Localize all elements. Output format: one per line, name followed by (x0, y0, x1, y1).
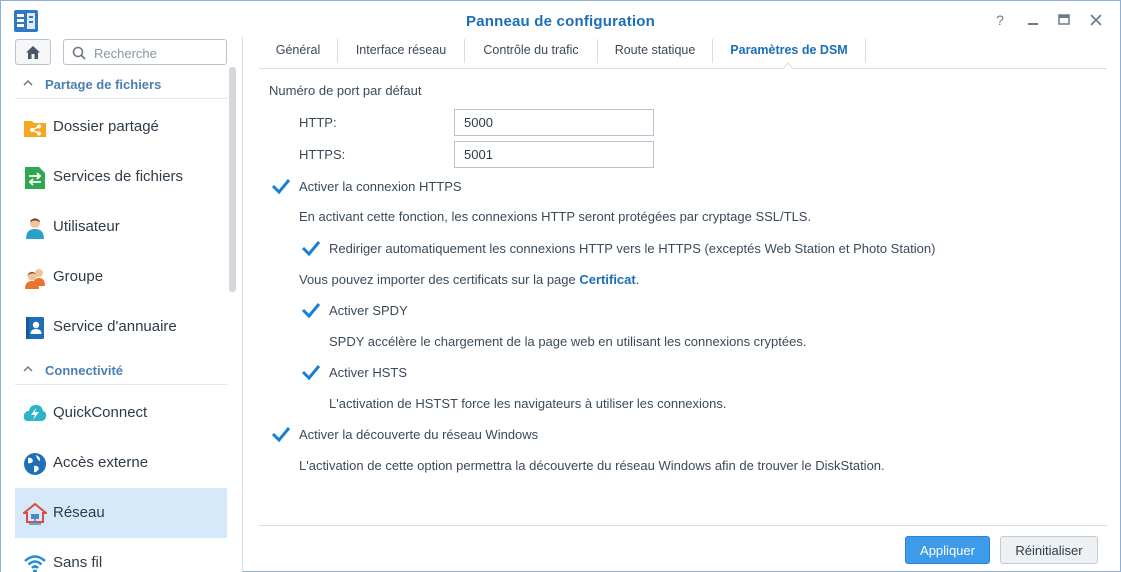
search-box[interactable] (63, 39, 227, 65)
search-icon (72, 46, 86, 60)
sidebar-item-label: Réseau (53, 504, 105, 521)
file-services-icon (23, 166, 47, 190)
sidebar-item-quickconnect[interactable] (15, 388, 227, 438)
tab-separator (865, 39, 866, 63)
http-port-input[interactable] (454, 109, 654, 136)
certificate-note-text: Vous pouvez importer des certificats sur la page (299, 272, 580, 287)
spdy-description: SPDY accélère le chargement de la page web en utilisant les connexions cryptées. (329, 334, 807, 349)
enable-https-label[interactable]: Activer la connexion HTTPS (299, 179, 462, 194)
windows-discovery-description: L'activation de cette option permettra la découverte du réseau Windows afin de trouver le DiskStation. (299, 458, 885, 473)
sidebar-scrollbar[interactable] (229, 67, 236, 292)
hsts-label[interactable]: Activer HSTS (329, 365, 408, 380)
sidebar-item-label: Services de fichiers (53, 168, 184, 185)
redirect-https-label[interactable]: Rediriger automatiquement les connexions HTTP vers le HTTPS (exceptés Web Station et Photo Station) (329, 241, 936, 256)
sidebar-item-wireless[interactable] (15, 538, 227, 572)
tab-network-interface[interactable]: Interface réseau (355, 43, 447, 57)
window-title: Panneau de configuration (466, 13, 655, 30)
sidebar-item-label: Groupe (53, 268, 104, 285)
sidebar-item-label: QuickConnect (53, 404, 148, 421)
tab-dsm-settings[interactable]: Paramètres de DSM (730, 43, 848, 57)
http-label: HTTP: (299, 115, 337, 130)
sidebar-item-network[interactable] (15, 488, 227, 538)
search-input[interactable] (94, 44, 222, 62)
spdy-label[interactable]: Activer SPDY (329, 303, 408, 318)
sidebar-item-group[interactable] (15, 252, 227, 302)
dsm-settings-panel (259, 69, 1107, 525)
wireless-icon (23, 552, 47, 572)
section-label: Connectivité (45, 363, 124, 378)
https-description: En activant cette fonction, les connexions HTTP seront protégées par cryptage SSL/TLS. (299, 209, 812, 224)
tab-general[interactable]: Général (275, 43, 321, 57)
section-label: Partage de fichiers (45, 77, 162, 92)
spdy-checkbox[interactable] (301, 301, 321, 319)
active-tab-indicator (783, 59, 793, 69)
sidebar-item-shared-folder[interactable] (15, 102, 227, 152)
windows-discovery-label[interactable]: Activer la découverte du réseau Windows (299, 427, 539, 442)
certificate-note-period: . (635, 272, 640, 287)
sidebar-item-directory-service[interactable] (15, 302, 227, 352)
sidebar-item-label: Sans fil (53, 554, 103, 571)
home-button[interactable] (15, 39, 51, 65)
enable-https-checkbox[interactable] (271, 177, 291, 195)
footer-divider (259, 525, 1107, 526)
https-label: HTTPS: (299, 147, 346, 162)
network-icon (23, 502, 47, 526)
hsts-description: L'activation de HSTST force les navigateurs à utiliser les connexions. (329, 396, 727, 411)
sidebar-item-user[interactable] (15, 202, 227, 252)
sidebar-item-label: Service d'annuaire (53, 318, 177, 335)
chevron-up-icon (23, 364, 33, 374)
tab-static-route[interactable]: Route statique (614, 43, 696, 57)
sidebar-item-label: Accès externe (53, 454, 149, 471)
help-icon[interactable]: ? (996, 12, 1004, 28)
sidebar-item-file-services[interactable] (15, 152, 227, 202)
hsts-checkbox[interactable] (301, 363, 321, 381)
tab-bar (259, 37, 1107, 69)
close-icon[interactable] (1088, 12, 1104, 28)
shared-folder-icon (23, 116, 47, 140)
redirect-https-checkbox[interactable] (301, 239, 321, 257)
external-access-icon (23, 452, 47, 476)
directory-service-icon (23, 316, 47, 340)
port-heading: Numéro de port par défaut (269, 83, 422, 98)
quickconnect-icon (23, 402, 47, 426)
apply-button[interactable]: Appliquer (905, 536, 990, 564)
certificate-note (299, 272, 639, 287)
user-icon (23, 216, 47, 240)
chevron-up-icon (23, 78, 33, 88)
section-header-file-sharing[interactable] (15, 69, 227, 99)
sidebar (1, 37, 243, 572)
section-header-connectivity[interactable] (15, 355, 227, 385)
sidebar-item-external-access[interactable] (15, 438, 227, 488)
minimize-icon[interactable] (1025, 12, 1041, 28)
certificate-link[interactable]: Certificat (579, 272, 636, 287)
windows-discovery-checkbox[interactable] (271, 425, 291, 443)
sidebar-item-label: Utilisateur (53, 218, 120, 235)
sidebar-item-label: Dossier partagé (53, 118, 159, 135)
title-bar[interactable] (1, 1, 1120, 37)
tab-traffic-control[interactable]: Contrôle du trafic (483, 43, 579, 57)
maximize-icon[interactable] (1056, 12, 1072, 28)
group-icon (23, 266, 47, 290)
https-port-input[interactable] (454, 141, 654, 168)
home-icon (25, 45, 41, 60)
reset-button[interactable]: Réinitialiser (1000, 536, 1098, 564)
